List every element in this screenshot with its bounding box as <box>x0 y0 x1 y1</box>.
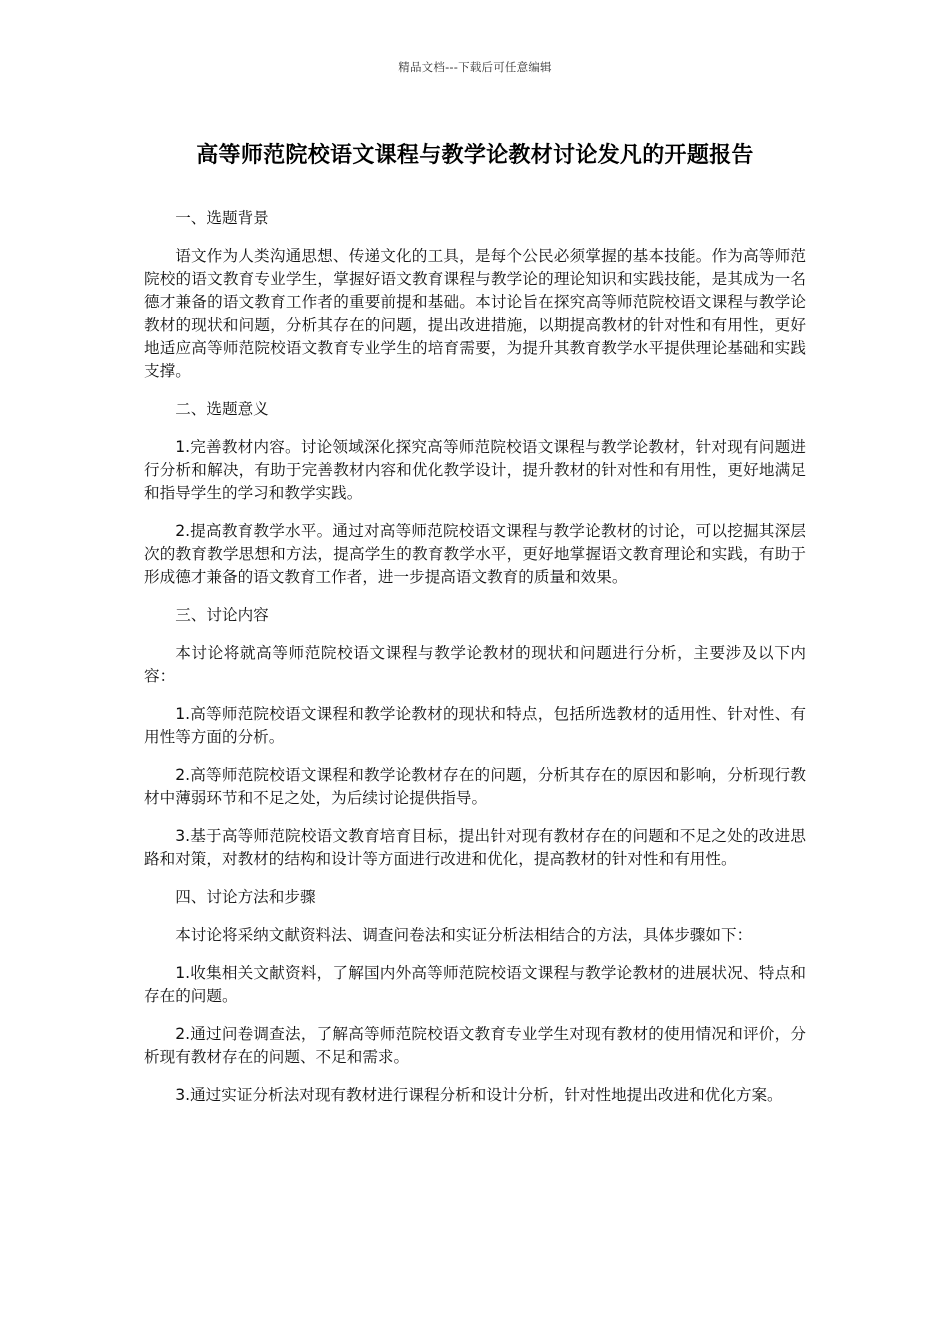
paragraph-significance-2: 2.提高教育教学水平。通过对高等师范院校语文课程与教学论教材的讨论，可以挖掘其深层次的教育教学思想和方法，提高学生的教育教学水平，更好地掌握语文教育理论和实践，有助于形成德才兼备的语文教育工作者，进一步提高语文教育的质量和效果。 <box>144 522 806 586</box>
paragraph-methods-3: 3.通过实证分析法对现有教材进行课程分析和设计分析，针对性地提出改进和优化方案。 <box>175 1086 783 1104</box>
paragraph-background: 语文作为人类沟通思想、传递文化的工具，是每个公民必须掌握的基本技能。作为高等师范院校的语文教育专业学生，掌握好语文教育课程与教学论的理论知识和实践技能，是其成为一名德才兼备的语文教育工作者的重要前提和基础。本讨论旨在探究高等师范院校语文课程与教学论教材的现状和问题，分析其存在的问题，提出改进措施，以期提高教材的针对性和有用性，更好地适应高等师范院校语文教育专业学生的培育需要，为提升其教育教学水平提供理论基础和实践支撑。 <box>144 247 806 380</box>
section-heading-methods: 四、讨论方法和步骤 <box>175 888 316 906</box>
paragraph-content-3: 3.基于高等师范院校语文教育培育目标，提出针对现有教材存在的问题和不足之处的改进思路和对策，对教材的结构和设计等方面进行改进和优化，提高教材的针对性和有用性。 <box>144 827 806 868</box>
paragraph-content-1: 1.高等师范院校语文课程和教学论教材的现状和特点，包括所选教材的适用性、针对性、有用性等方面的分析。 <box>144 705 806 746</box>
page-header-note: 精品文档---下载后可任意编辑 <box>398 60 552 74</box>
document-body <box>144 207 806 1122</box>
paragraph-content-intro: 本讨论将就高等师范院校语文课程与教学论教材的现状和问题进行分析，主要涉及以下内容： <box>144 644 806 685</box>
section-heading-significance: 二、选题意义 <box>175 400 269 418</box>
paragraph-significance-1: 1.完善教材内容。讨论领域深化探究高等师范院校语文课程与教学论教材，针对现有问题进行分析和解决，有助于完善教材内容和优化教学设计，提升教材的针对性和有用性，更好地满足和指导学生的学习和教学实践。 <box>144 438 806 502</box>
paragraph-methods-1: 1.收集相关文献资料，了解国内外高等师范院校语文课程与教学论教材的进展状况、特点和存在的问题。 <box>144 964 806 1005</box>
paragraph-methods-intro: 本讨论将采纳文献资料法、调查问卷法和实证分析法相结合的方法，具体步骤如下： <box>175 926 753 944</box>
section-heading-content: 三、讨论内容 <box>175 606 269 624</box>
paragraph-content-2: 2.高等师范院校语文课程和教学论教材存在的问题，分析其存在的原因和影响，分析现行教材中薄弱环节和不足之处，为后续讨论提供指导。 <box>144 766 806 807</box>
paragraph-methods-2: 2.通过问卷调查法，了解高等师范院校语文教育专业学生对现有教材的使用情况和评价，分析现有教材存在的问题、不足和需求。 <box>144 1025 806 1066</box>
document-title: 高等师范院校语文课程与教学论教材讨论发凡的开题报告 <box>196 143 754 168</box>
section-heading-background: 一、选题背景 <box>175 209 269 227</box>
